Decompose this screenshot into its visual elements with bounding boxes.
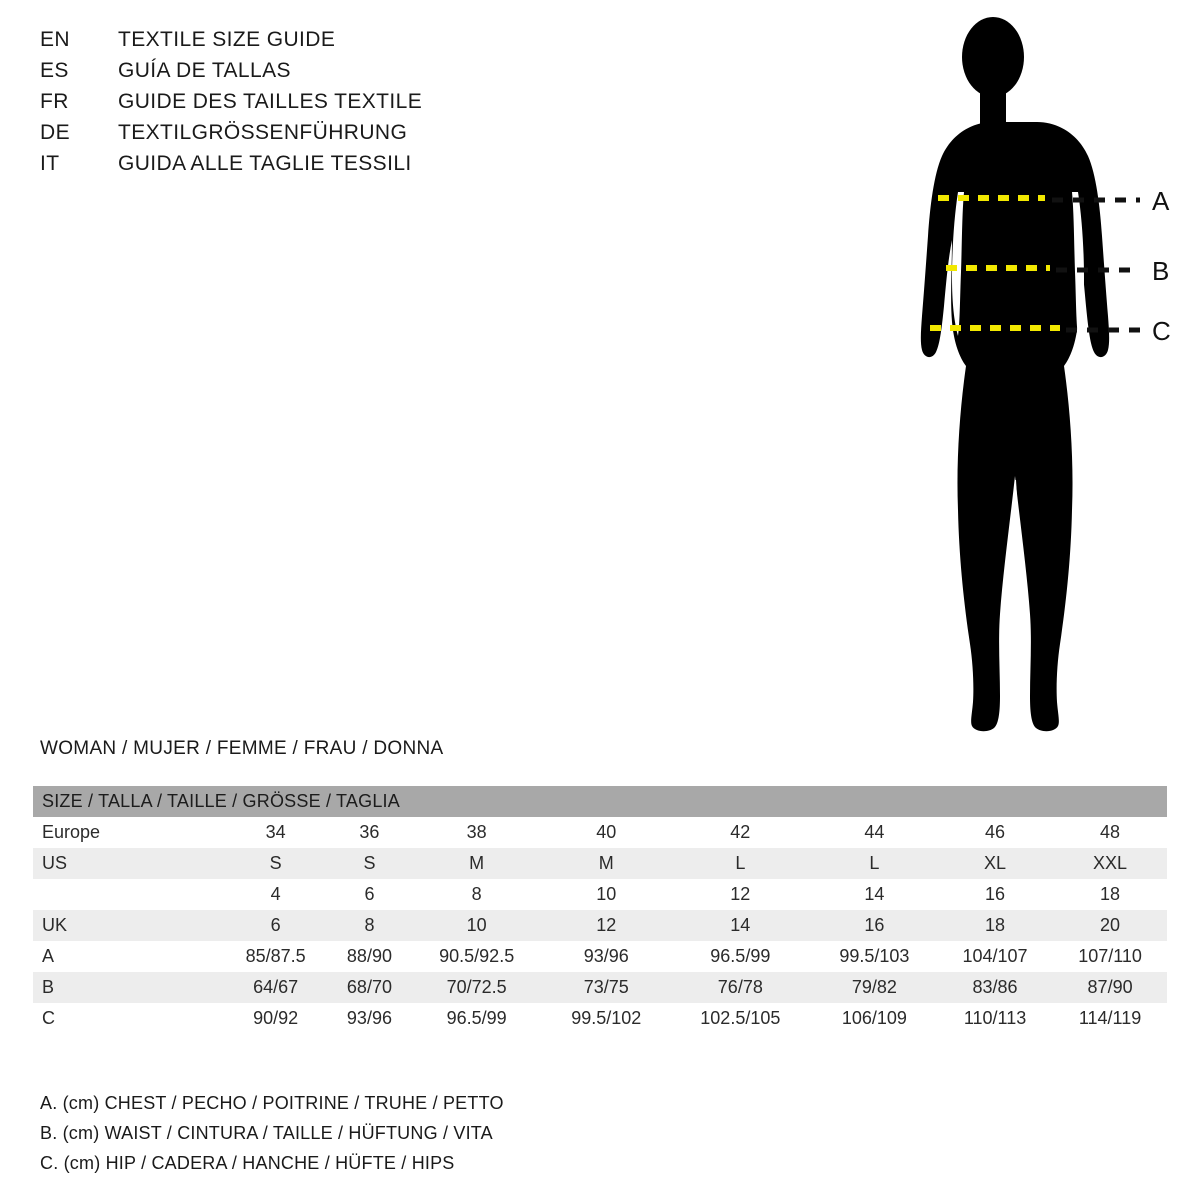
cell-uk-2: 10: [466, 915, 487, 935]
cell-usnum-2: 8: [471, 884, 482, 904]
cell-europe-7: 48: [1100, 822, 1121, 842]
title-text-en: TEXTILE SIZE GUIDE: [118, 28, 336, 51]
section-heading-woman: WOMAN / MUJER / FEMME / FRAU / DONNA: [40, 738, 444, 759]
female-body-figure: [860, 10, 1190, 750]
cell-us-6: XL: [984, 853, 1007, 873]
measure-label-c: C: [1152, 316, 1171, 346]
table-row: [33, 879, 1167, 910]
cell-c-7: 114/119: [1078, 1008, 1142, 1028]
female-silhouette-icon: [921, 17, 1109, 731]
cell-c-4: 102.5/105: [700, 1008, 781, 1028]
cell-usnum-5: 14: [864, 884, 885, 904]
cell-a-2: 90.5/92.5: [439, 946, 515, 966]
cell-c-6: 110/113: [963, 1008, 1027, 1028]
cell-b-2: 70/72.5: [446, 977, 507, 997]
cell-a-6: 104/107: [962, 946, 1028, 966]
cell-c-3: 99.5/102: [571, 1008, 642, 1028]
table-row: [33, 941, 1167, 972]
cell-b-7: 87/90: [1087, 977, 1133, 997]
cell-b-6: 83/86: [972, 977, 1018, 997]
table-header-row: [33, 786, 1167, 817]
table-row: [33, 817, 1167, 848]
cell-us-7: XXL: [1093, 853, 1128, 873]
cell-c-0: 90/92: [253, 1008, 299, 1028]
cell-europe-2: 38: [466, 822, 487, 842]
cell-c-5: 106/109: [841, 1008, 907, 1028]
table-row: [33, 910, 1167, 941]
legend-line-c: C. (cm) HIP / CADERA / HANCHE / HÜFTE / HIPS: [40, 1153, 455, 1173]
measure-label-a: A: [1152, 186, 1170, 216]
cell-uk-1: 8: [364, 915, 375, 935]
cell-europe-0: 34: [265, 822, 286, 842]
cell-a-3: 93/96: [583, 946, 629, 966]
row-label-europe: Europe: [42, 822, 101, 842]
cell-c-1: 93/96: [346, 1008, 392, 1028]
title-lang-de: DE: [40, 121, 70, 144]
cell-b-1: 68/70: [346, 977, 392, 997]
table-row: [33, 972, 1167, 1003]
cell-uk-3: 12: [596, 915, 617, 935]
cell-uk-5: 16: [864, 915, 885, 935]
title-lang-it: IT: [40, 152, 60, 175]
title-text-es: GUÍA DE TALLAS: [118, 59, 291, 82]
cell-b-5: 79/82: [851, 977, 897, 997]
title-row-es: [40, 59, 600, 90]
row-label-b: B: [42, 977, 55, 997]
title-lang-en: EN: [40, 28, 70, 51]
cell-usnum-6: 16: [985, 884, 1006, 904]
title-text-it: GUIDA ALLE TAGLIE TESSILI: [118, 152, 412, 175]
cell-usnum-3: 10: [596, 884, 617, 904]
row-label-us-numeric: [33, 879, 222, 910]
cell-a-1: 88/90: [346, 946, 392, 966]
title-lang-fr: FR: [40, 90, 69, 113]
cell-europe-3: 40: [596, 822, 617, 842]
table-header-label: SIZE / TALLA / TAILLE / GRÖSSE / TAGLIA: [42, 791, 400, 811]
cell-usnum-0: 4: [270, 884, 281, 904]
title-text-fr: GUIDE DES TAILLES TEXTILE: [118, 90, 423, 113]
size-table: [33, 786, 1167, 1034]
cell-us-3: M: [598, 853, 614, 873]
cell-usnum-4: 12: [730, 884, 751, 904]
row-label-uk: UK: [42, 915, 68, 935]
cell-uk-0: 6: [270, 915, 281, 935]
row-label-c: C: [42, 1008, 55, 1028]
cell-uk-4: 14: [730, 915, 751, 935]
cell-us-5: L: [869, 853, 880, 873]
cell-us-4: L: [735, 853, 746, 873]
cell-europe-1: 36: [359, 822, 380, 842]
cell-a-4: 96.5/99: [710, 946, 771, 966]
table-row: [33, 1003, 1167, 1034]
legend-line-b: B. (cm) WAIST / CINTURA / TAILLE / HÜFTUNG / VITA: [40, 1123, 493, 1143]
title-row-de: [40, 121, 600, 152]
cell-c-2: 96.5/99: [446, 1008, 507, 1028]
cell-us-2: M: [469, 853, 485, 873]
title-row-it: [40, 152, 600, 183]
title-row-en: [40, 28, 600, 59]
cell-a-0: 85/87.5: [245, 946, 306, 966]
cell-a-7: 107/110: [1078, 946, 1142, 966]
cell-a-5: 99.5/103: [839, 946, 910, 966]
cell-b-3: 73/75: [583, 977, 629, 997]
title-block: [40, 28, 600, 183]
title-row-fr: [40, 90, 600, 121]
legend-line-a: A. (cm) CHEST / PECHO / POITRINE / TRUHE / PETTO: [40, 1093, 504, 1113]
cell-europe-6: 46: [985, 822, 1006, 842]
measurement-legend: [40, 1088, 740, 1178]
cell-b-0: 64/67: [253, 977, 299, 997]
cell-b-4: 76/78: [717, 977, 763, 997]
title-lang-es: ES: [40, 59, 69, 82]
cell-uk-6: 18: [985, 915, 1006, 935]
cell-uk-7: 20: [1100, 915, 1121, 935]
cell-us-1: S: [363, 853, 376, 873]
cell-us-0: S: [269, 853, 282, 873]
cell-europe-4: 42: [730, 822, 751, 842]
cell-europe-5: 44: [864, 822, 885, 842]
measure-label-b: B: [1152, 256, 1170, 286]
title-text-de: TEXTILGRÖSSENFÜHRUNG: [118, 121, 408, 144]
row-label-a: A: [42, 946, 55, 966]
cell-usnum-7: 18: [1100, 884, 1121, 904]
row-label-us: US: [42, 853, 68, 873]
table-row: [33, 848, 1167, 879]
cell-usnum-1: 6: [364, 884, 375, 904]
